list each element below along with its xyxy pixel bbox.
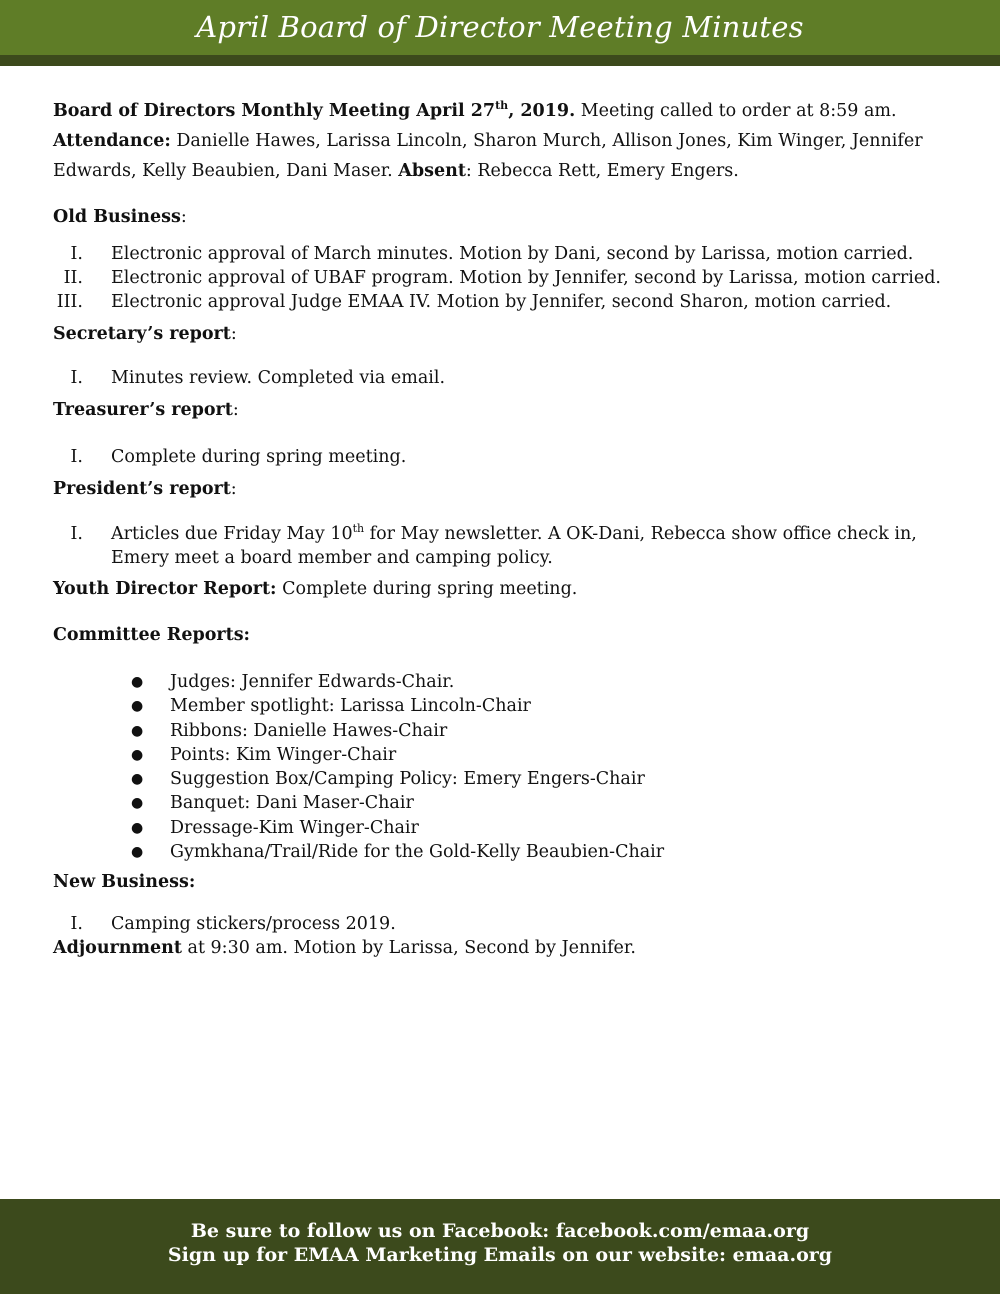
list-item: III. Electronic approval Judge EMAA IV. Motion by Jennifer, second Sharon, motion carried. — [56, 292, 892, 312]
list-item: I. Complete during spring meeting. — [70, 447, 407, 467]
treasurer-list — [53, 445, 953, 469]
meeting-heading: Board of Directors Monthly Meeting April 27th, 2019. Meeting called to order at 8:59 am. — [53, 99, 897, 121]
list-item: I. Electronic approval of March minutes. Motion by Dani, second by Larissa, motion carried. — [70, 244, 914, 264]
bullet-icon: ● — [131, 795, 144, 812]
youth-director-report: Youth Director Report: Complete during spring meeting. — [53, 579, 578, 599]
list-item: ● Dressage-Kim Winger-Chair — [53, 816, 953, 840]
committee-heading: Committee Reports: — [53, 625, 251, 645]
list-item-continuation: Emery meet a board member and camping policy. — [111, 548, 553, 568]
page-title: April Board of Director Meeting Minutes — [196, 10, 804, 44]
bullet-icon: ● — [131, 819, 144, 836]
secretary-list — [53, 366, 953, 390]
new-business-heading: New Business: — [53, 872, 196, 893]
attendance-line: Attendance: Danielle Hawes, Larissa Lincoln, Sharon Murch, Allison Jones, Kim Winger, Jennifer — [53, 131, 923, 151]
list-item: I. Articles due Friday May 10th for May newsletter. A OK-Dani, Rebecca show office check in, — [70, 522, 917, 544]
bullet-icon: ● — [131, 746, 144, 763]
page-header — [0, 0, 1000, 66]
page-footer — [0, 1199, 1000, 1294]
secretary-heading: Secretary’s report: — [53, 324, 237, 344]
list-item: ● Judges: Jennifer Edwards-Chair. — [53, 670, 953, 694]
list-item: I. Camping stickers/process 2019. — [70, 914, 396, 935]
list-item: ● Member spotlight: Larissa Lincoln-Chair — [53, 694, 953, 718]
header-stripe — [0, 55, 1000, 66]
bullet-icon: ● — [131, 722, 144, 739]
old-business-heading: Old Business: — [53, 207, 187, 227]
list-item: ● Points: Kim Winger-Chair — [53, 743, 953, 767]
list-item: II. Electronic approval of UBAF program. Motion by Jennifer, second by Larissa, motion carried. — [63, 268, 941, 288]
email-signup-note: Sign up for EMAA Marketing Emails on our website: emaa.org — [167, 1244, 833, 1266]
president-list — [53, 522, 953, 570]
list-item: ● Banquet: Dani Maser-Chair — [53, 791, 953, 815]
president-heading: President’s report: — [53, 479, 237, 499]
attendance-label: Attendance: — [53, 131, 171, 151]
list-item: ● Ribbons: Danielle Hawes-Chair — [53, 719, 953, 743]
treasurer-heading: Treasurer’s report: — [53, 400, 239, 420]
facebook-note: Be sure to follow us on Facebook: facebook.com/emaa.org — [190, 1220, 810, 1242]
minutes-body — [53, 96, 953, 960]
bullet-icon: ● — [131, 674, 144, 690]
adjournment-line: Adjournment at 9:30 am. Motion by Larissa, Second by Jennifer. — [53, 938, 636, 959]
old-business-list — [53, 242, 953, 314]
list-item: I. Minutes review. Completed via email. — [70, 368, 446, 388]
absent-label: Absent — [398, 161, 466, 181]
list-item: ● Suggestion Box/Camping Policy: Emery Engers-Chair — [53, 767, 953, 791]
bullet-icon: ● — [131, 844, 144, 861]
bullet-icon: ● — [131, 771, 144, 788]
list-item: ● Gymkhana/Trail/Ride for the Gold-Kelly Beaubien-Chair — [53, 840, 953, 864]
bullet-icon: ● — [131, 698, 144, 715]
attendance-line-2: Edwards, Kelly Beaubien, Dani Maser. Absent: Rebecca Rett, Emery Engers. — [53, 161, 739, 181]
committee-list — [53, 670, 953, 864]
new-business-list — [53, 912, 953, 936]
